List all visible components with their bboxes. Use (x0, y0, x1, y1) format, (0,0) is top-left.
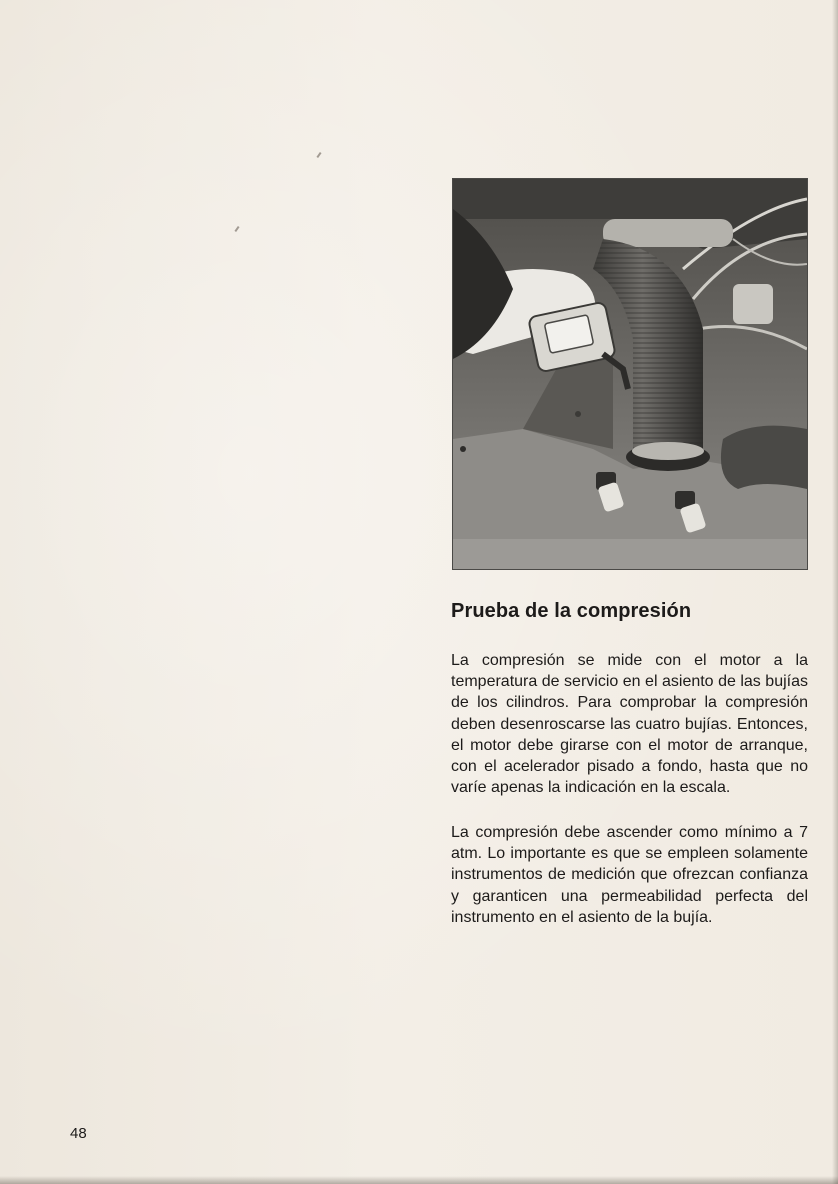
page-bottom-shadow (0, 1176, 838, 1184)
page-edge-shadow (832, 0, 838, 1184)
page-number: 48 (70, 1125, 87, 1142)
compression-test-photo (452, 178, 808, 570)
section-title: Prueba de la compresión (451, 600, 692, 622)
paragraph-procedure: La compresión se mide con el motor a la temperatura de servicio en el asiento de las bujías de los cilindros. Para comprobar la compresión deben desenroscarse las cuatro bujías. Entonces, el motor debe girarse con el motor de arranque, con el acelerador pisado a fondo, hasta que no varíe apenas la indicación en la escala. (451, 652, 808, 797)
paper-speck (234, 226, 239, 232)
paragraph-requirements: La compresión debe ascender como mínimo a 7 atm. Lo importante es que se empleen solamente instrumentos de medición que ofrezcan confianza y garanticen una permeabilidad perfecta del instrumento en el asiento de la bujía. (451, 824, 808, 926)
paper-speck (316, 152, 321, 158)
